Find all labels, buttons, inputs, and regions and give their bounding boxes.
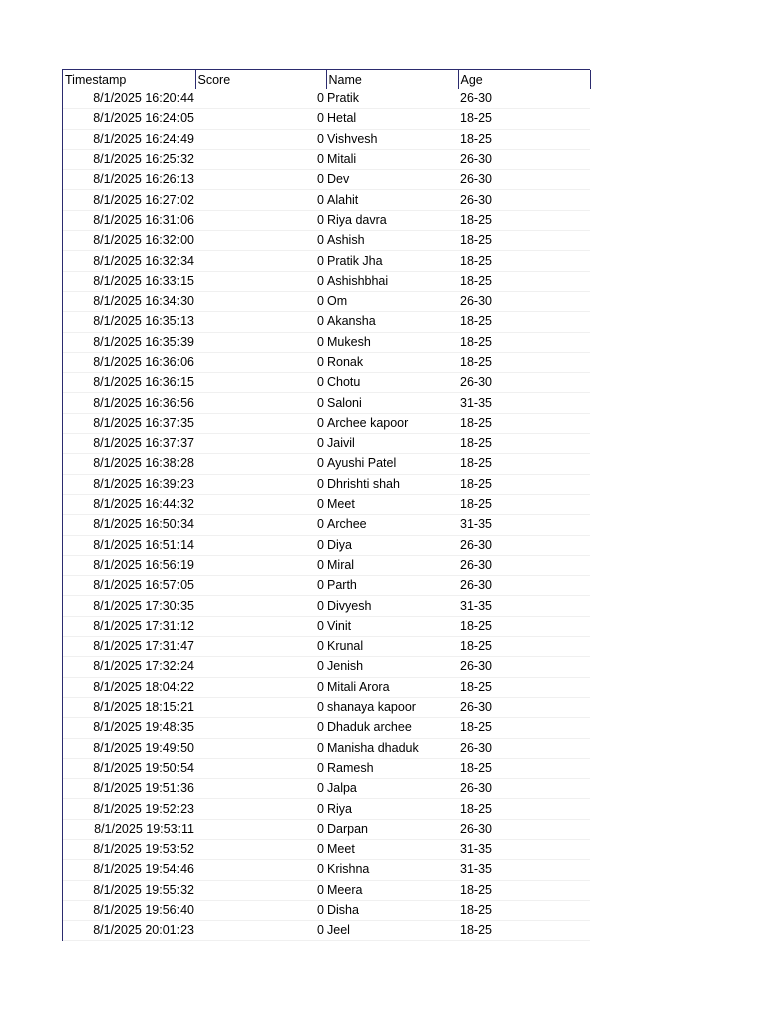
header-row	[63, 70, 590, 89]
cell-name[interactable]: Chotu	[326, 373, 458, 393]
cell-name[interactable]: Mukesh	[326, 332, 458, 352]
cell-score[interactable]: 0	[195, 839, 326, 859]
cell-age[interactable]: 18-25	[458, 900, 590, 920]
cell-name[interactable]: Miral	[326, 555, 458, 575]
cell-age[interactable]: 18-25	[458, 799, 590, 819]
cell-score[interactable]: 0	[195, 352, 326, 372]
cell-age[interactable]: 26-30	[458, 170, 590, 190]
cell-timestamp[interactable]: 8/1/2025 16:32:34	[63, 251, 195, 271]
cell-score[interactable]: 0	[195, 880, 326, 900]
cell-name[interactable]: Ashish	[326, 231, 458, 251]
cell-name[interactable]: Archee kapoor	[326, 413, 458, 433]
cell-age[interactable]: 18-25	[458, 758, 590, 778]
cell-name[interactable]: Dhrishti shah	[326, 474, 458, 494]
cell-name[interactable]: Meet	[326, 494, 458, 514]
cell-name[interactable]: Darpan	[326, 819, 458, 839]
cell-name[interactable]: Pratik Jha	[326, 251, 458, 271]
cell-score[interactable]: 0	[195, 474, 326, 494]
table-row	[63, 535, 590, 555]
cell-age[interactable]: 18-25	[458, 413, 590, 433]
responses-table	[63, 70, 591, 941]
cell-timestamp[interactable]: 8/1/2025 19:55:32	[63, 880, 195, 900]
table-row	[63, 271, 590, 291]
cell-age[interactable]: 26-30	[458, 779, 590, 799]
cell-timestamp[interactable]: 8/1/2025 16:39:23	[63, 474, 195, 494]
cell-score[interactable]: 0	[195, 129, 326, 149]
cell-timestamp[interactable]: 8/1/2025 16:26:13	[63, 170, 195, 190]
cell-timestamp[interactable]: 8/1/2025 16:35:39	[63, 332, 195, 352]
cell-score[interactable]: 0	[195, 799, 326, 819]
cell-name[interactable]: Ramesh	[326, 758, 458, 778]
table-row	[63, 251, 590, 271]
cell-age[interactable]: 18-25	[458, 677, 590, 697]
cell-timestamp[interactable]: 8/1/2025 18:04:22	[63, 677, 195, 697]
cell-name[interactable]: Ayushi Patel	[326, 454, 458, 474]
cell-age[interactable]: 26-30	[458, 819, 590, 839]
cell-timestamp[interactable]: 8/1/2025 16:50:34	[63, 515, 195, 535]
table-row	[63, 779, 590, 799]
table-row	[63, 231, 590, 251]
cell-name[interactable]: Ashishbhai	[326, 271, 458, 291]
cell-name[interactable]: Disha	[326, 900, 458, 920]
cell-score[interactable]: 0	[195, 271, 326, 291]
cell-score[interactable]: 0	[195, 190, 326, 210]
cell-name[interactable]: Alahit	[326, 190, 458, 210]
cell-score[interactable]: 0	[195, 434, 326, 454]
cell-score[interactable]: 0	[195, 758, 326, 778]
cell-name[interactable]: Hetal	[326, 109, 458, 129]
cell-age[interactable]: 26-30	[458, 535, 590, 555]
cell-timestamp[interactable]: 8/1/2025 16:37:35	[63, 413, 195, 433]
cell-timestamp[interactable]: 8/1/2025 17:32:24	[63, 657, 195, 677]
cell-score[interactable]: 0	[195, 109, 326, 129]
table-row	[63, 900, 590, 920]
cell-name[interactable]: Saloni	[326, 393, 458, 413]
cell-age[interactable]: 26-30	[458, 373, 590, 393]
cell-age[interactable]: 31-35	[458, 393, 590, 413]
cell-name[interactable]: Mitali Arora	[326, 677, 458, 697]
cell-name[interactable]: Jenish	[326, 657, 458, 677]
cell-age[interactable]: 18-25	[458, 210, 590, 230]
table-row	[63, 515, 590, 535]
cell-name[interactable]: Krishna	[326, 860, 458, 880]
cell-timestamp[interactable]: 8/1/2025 17:31:47	[63, 637, 195, 657]
cell-timestamp[interactable]: 8/1/2025 16:38:28	[63, 454, 195, 474]
cell-timestamp[interactable]: 8/1/2025 16:51:14	[63, 535, 195, 555]
cell-name[interactable]: Akansha	[326, 312, 458, 332]
cell-score[interactable]: 0	[195, 677, 326, 697]
cell-age[interactable]: 26-30	[458, 738, 590, 758]
cell-age[interactable]: 18-25	[458, 474, 590, 494]
cell-timestamp[interactable]: 8/1/2025 19:52:23	[63, 799, 195, 819]
cell-score[interactable]: 0	[195, 393, 326, 413]
cell-score[interactable]: 0	[195, 555, 326, 575]
table-row	[63, 89, 590, 109]
cell-score[interactable]: 0	[195, 149, 326, 169]
cell-name[interactable]: Riya	[326, 799, 458, 819]
cell-age[interactable]: 18-25	[458, 921, 590, 941]
cell-timestamp[interactable]: 8/1/2025 19:54:46	[63, 860, 195, 880]
table-row	[63, 494, 590, 514]
table-row	[63, 860, 590, 880]
table-row	[63, 616, 590, 636]
table-row	[63, 332, 590, 352]
cell-name[interactable]: Meera	[326, 880, 458, 900]
cell-score[interactable]: 0	[195, 738, 326, 758]
cell-score[interactable]: 0	[195, 373, 326, 393]
cell-timestamp[interactable]: 8/1/2025 16:33:15	[63, 271, 195, 291]
cell-age[interactable]: 18-25	[458, 312, 590, 332]
cell-timestamp[interactable]: 8/1/2025 18:15:21	[63, 697, 195, 717]
cell-score[interactable]: 0	[195, 454, 326, 474]
cell-score[interactable]: 0	[195, 535, 326, 555]
cell-score[interactable]: 0	[195, 596, 326, 616]
cell-timestamp[interactable]: 8/1/2025 16:24:05	[63, 109, 195, 129]
cell-name[interactable]: Om	[326, 291, 458, 311]
table-row	[63, 210, 590, 230]
cell-age[interactable]: 31-35	[458, 839, 590, 859]
cell-age[interactable]: 18-25	[458, 454, 590, 474]
cell-age[interactable]: 18-25	[458, 271, 590, 291]
cell-name[interactable]: Parth	[326, 576, 458, 596]
cell-score[interactable]: 0	[195, 332, 326, 352]
cell-name[interactable]: Diya	[326, 535, 458, 555]
cell-timestamp[interactable]: 8/1/2025 16:37:37	[63, 434, 195, 454]
spreadsheet-page	[62, 69, 590, 941]
cell-name[interactable]: Ronak	[326, 352, 458, 372]
cell-timestamp[interactable]: 8/1/2025 16:32:00	[63, 231, 195, 251]
cell-timestamp[interactable]: 8/1/2025 17:31:12	[63, 616, 195, 636]
cell-score[interactable]: 0	[195, 779, 326, 799]
header-timestamp[interactable]: Timestamp	[63, 70, 195, 89]
table-row	[63, 819, 590, 839]
cell-name[interactable]: Mitali	[326, 149, 458, 169]
cell-timestamp[interactable]: 8/1/2025 19:51:36	[63, 779, 195, 799]
cell-timestamp[interactable]: 8/1/2025 19:53:11	[63, 819, 195, 839]
cell-name[interactable]: Dev	[326, 170, 458, 190]
table-row	[63, 454, 590, 474]
table-row	[63, 657, 590, 677]
cell-timestamp[interactable]: 8/1/2025 16:34:30	[63, 291, 195, 311]
table-row	[63, 758, 590, 778]
table-row	[63, 921, 590, 941]
table-row	[63, 738, 590, 758]
cell-age[interactable]: 26-30	[458, 657, 590, 677]
cell-age[interactable]: 18-25	[458, 718, 590, 738]
cell-age[interactable]: 31-35	[458, 860, 590, 880]
cell-name[interactable]: Divyesh	[326, 596, 458, 616]
table-row	[63, 149, 590, 169]
cell-age[interactable]: 26-30	[458, 697, 590, 717]
table-row	[63, 576, 590, 596]
table-row	[63, 474, 590, 494]
table-row	[63, 352, 590, 372]
cell-timestamp[interactable]: 8/1/2025 16:27:02	[63, 190, 195, 210]
cell-name[interactable]: Meet	[326, 839, 458, 859]
table-row	[63, 413, 590, 433]
table-row	[63, 839, 590, 859]
table-body	[63, 89, 590, 941]
cell-name[interactable]: Krunal	[326, 637, 458, 657]
cell-score[interactable]: 0	[195, 291, 326, 311]
cell-timestamp[interactable]: 8/1/2025 16:36:56	[63, 393, 195, 413]
cell-score[interactable]: 0	[195, 515, 326, 535]
cell-score[interactable]: 0	[195, 413, 326, 433]
cell-timestamp[interactable]: 8/1/2025 16:25:32	[63, 149, 195, 169]
cell-timestamp[interactable]: 8/1/2025 19:48:35	[63, 718, 195, 738]
cell-score[interactable]: 0	[195, 251, 326, 271]
cell-name[interactable]: Jalpa	[326, 779, 458, 799]
cell-age[interactable]: 18-25	[458, 251, 590, 271]
header-score[interactable]: Score	[195, 70, 326, 89]
cell-age[interactable]: 26-30	[458, 555, 590, 575]
cell-score[interactable]: 0	[195, 170, 326, 190]
table-row	[63, 129, 590, 149]
cell-age[interactable]: 18-25	[458, 616, 590, 636]
header-name[interactable]: Name	[326, 70, 458, 89]
cell-age[interactable]: 18-25	[458, 637, 590, 657]
cell-timestamp[interactable]: 8/1/2025 16:44:32	[63, 494, 195, 514]
table-row	[63, 677, 590, 697]
cell-timestamp[interactable]: 8/1/2025 16:36:15	[63, 373, 195, 393]
cell-score[interactable]: 0	[195, 637, 326, 657]
cell-age[interactable]: 18-25	[458, 129, 590, 149]
table-row	[63, 393, 590, 413]
table-row	[63, 312, 590, 332]
cell-score[interactable]: 0	[195, 576, 326, 596]
cell-score[interactable]: 0	[195, 616, 326, 636]
cell-timestamp[interactable]: 8/1/2025 16:36:06	[63, 352, 195, 372]
table-row	[63, 637, 590, 657]
table-row	[63, 170, 590, 190]
cell-age[interactable]: 31-35	[458, 596, 590, 616]
cell-age[interactable]: 18-25	[458, 880, 590, 900]
cell-timestamp[interactable]: 8/1/2025 16:20:44	[63, 89, 195, 109]
table-row	[63, 373, 590, 393]
cell-timestamp[interactable]: 8/1/2025 19:56:40	[63, 900, 195, 920]
cell-timestamp[interactable]: 8/1/2025 19:53:52	[63, 839, 195, 859]
cell-timestamp[interactable]: 8/1/2025 17:30:35	[63, 596, 195, 616]
cell-score[interactable]: 0	[195, 860, 326, 880]
cell-name[interactable]: Archee	[326, 515, 458, 535]
cell-age[interactable]: 31-35	[458, 515, 590, 535]
cell-age[interactable]: 18-25	[458, 332, 590, 352]
cell-timestamp[interactable]: 8/1/2025 16:56:19	[63, 555, 195, 575]
cell-score[interactable]: 0	[195, 494, 326, 514]
cell-name[interactable]: shanaya kapoor	[326, 697, 458, 717]
cell-score[interactable]: 0	[195, 697, 326, 717]
cell-name[interactable]: Dhaduk archee	[326, 718, 458, 738]
cell-age[interactable]: 18-25	[458, 434, 590, 454]
table-row	[63, 799, 590, 819]
cell-name[interactable]: Pratik	[326, 89, 458, 109]
cell-age[interactable]: 26-30	[458, 89, 590, 109]
cell-score[interactable]: 0	[195, 819, 326, 839]
cell-age[interactable]: 26-30	[458, 576, 590, 596]
cell-name[interactable]: Jeel	[326, 921, 458, 941]
cell-timestamp[interactable]: 8/1/2025 16:57:05	[63, 576, 195, 596]
cell-name[interactable]: Vinit	[326, 616, 458, 636]
table-row	[63, 596, 590, 616]
cell-age[interactable]: 26-30	[458, 190, 590, 210]
cell-timestamp[interactable]: 8/1/2025 20:01:23	[63, 921, 195, 941]
table-row	[63, 555, 590, 575]
cell-age[interactable]: 18-25	[458, 109, 590, 129]
table-row	[63, 190, 590, 210]
cell-age[interactable]: 18-25	[458, 352, 590, 372]
cell-age[interactable]: 18-25	[458, 494, 590, 514]
cell-timestamp[interactable]: 8/1/2025 19:49:50	[63, 738, 195, 758]
cell-name[interactable]: Jaivil	[326, 434, 458, 454]
cell-name[interactable]: Riya davra	[326, 210, 458, 230]
cell-score[interactable]: 0	[195, 900, 326, 920]
cell-timestamp[interactable]: 8/1/2025 16:35:13	[63, 312, 195, 332]
cell-score[interactable]: 0	[195, 312, 326, 332]
cell-age[interactable]: 26-30	[458, 149, 590, 169]
cell-score[interactable]: 0	[195, 657, 326, 677]
cell-name[interactable]: Manisha dhaduk	[326, 738, 458, 758]
header-age[interactable]: Age	[458, 70, 590, 89]
table-row	[63, 434, 590, 454]
table-row	[63, 291, 590, 311]
cell-score[interactable]: 0	[195, 718, 326, 738]
table-row	[63, 880, 590, 900]
table-row	[63, 718, 590, 738]
table-row	[63, 697, 590, 717]
cell-score[interactable]: 0	[195, 231, 326, 251]
cell-name[interactable]: Vishvesh	[326, 129, 458, 149]
cell-score[interactable]: 0	[195, 921, 326, 941]
cell-age[interactable]: 18-25	[458, 231, 590, 251]
cell-timestamp[interactable]: 8/1/2025 19:50:54	[63, 758, 195, 778]
cell-timestamp[interactable]: 8/1/2025 16:31:06	[63, 210, 195, 230]
cell-age[interactable]: 26-30	[458, 291, 590, 311]
cell-score[interactable]: 0	[195, 210, 326, 230]
cell-timestamp[interactable]: 8/1/2025 16:24:49	[63, 129, 195, 149]
table-row	[63, 109, 590, 129]
cell-score[interactable]: 0	[195, 89, 326, 109]
